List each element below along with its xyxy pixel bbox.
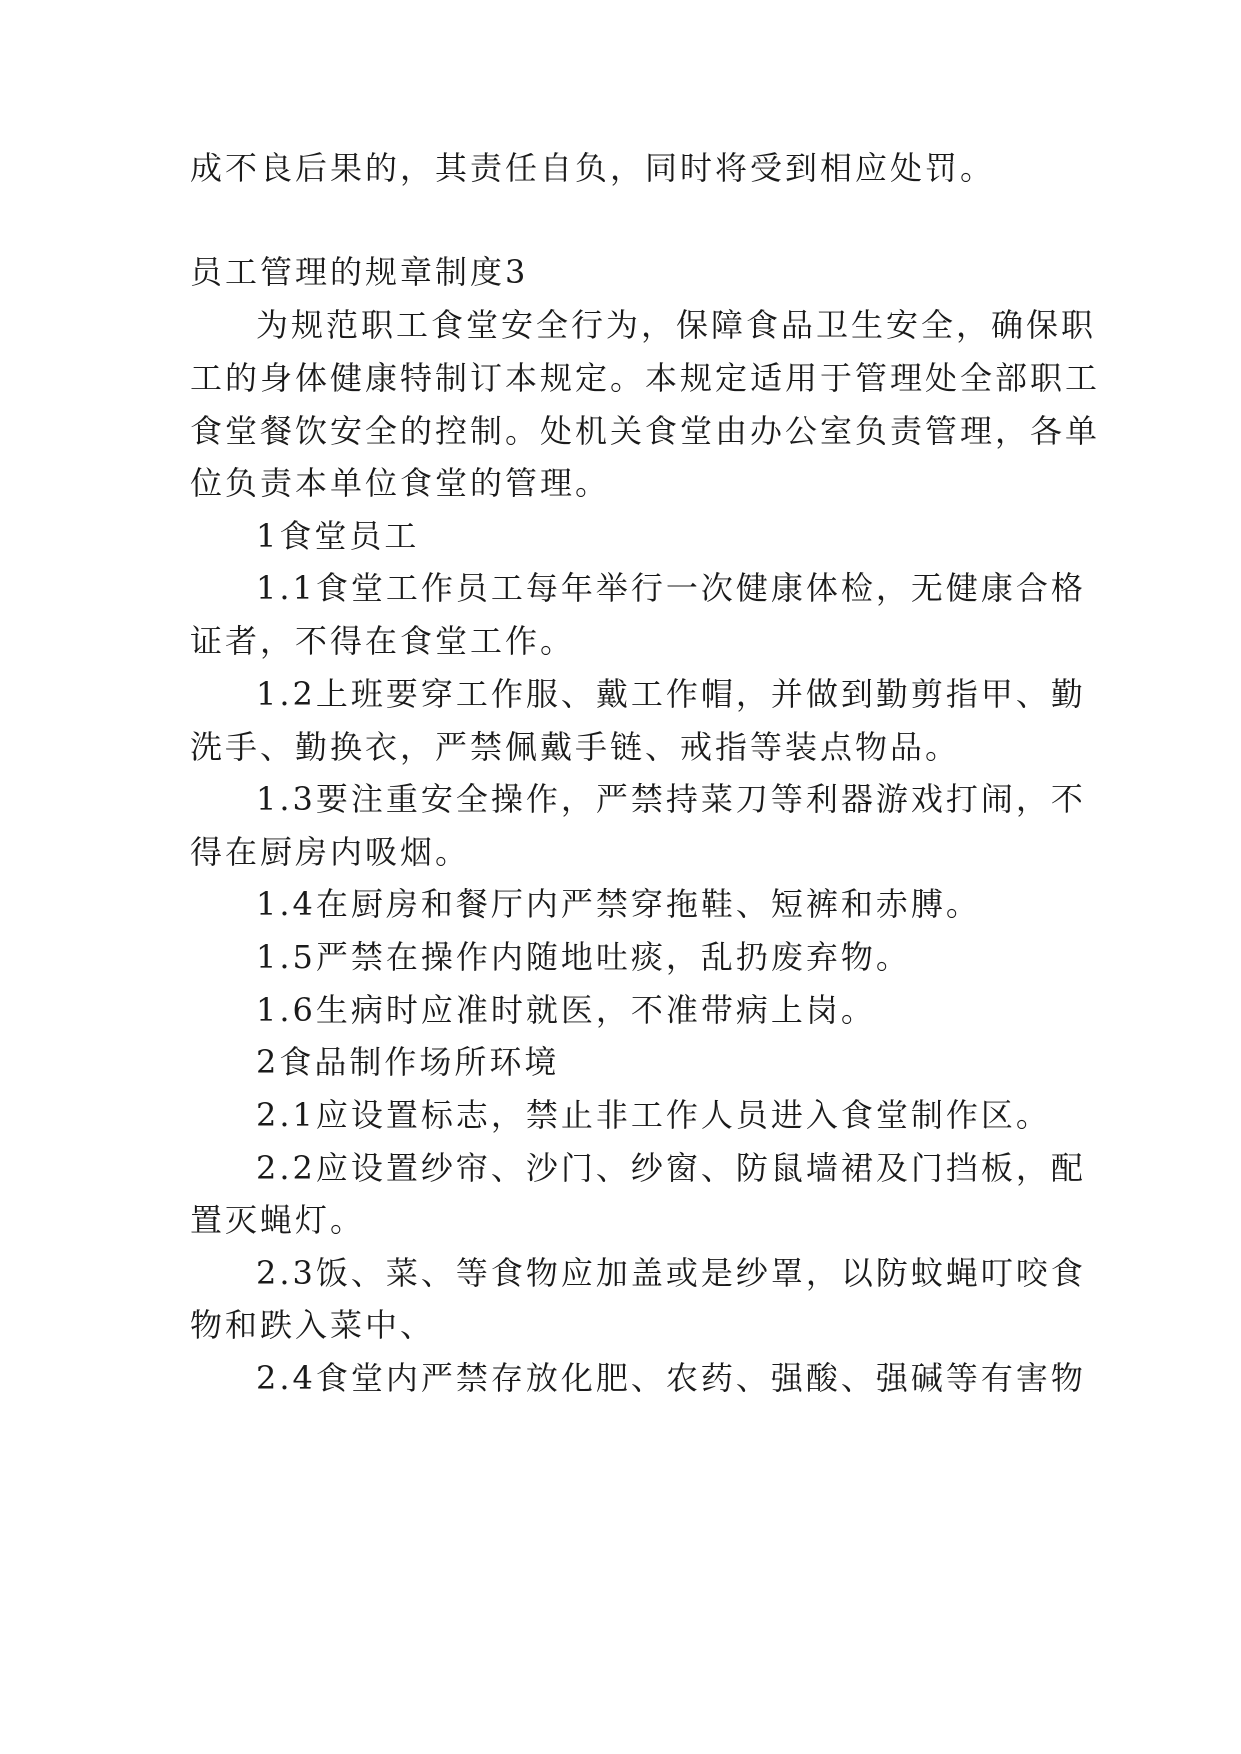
text-line: 1.1食堂工作员工每年举行一次健康体检，无健康合格 [256,569,1086,607]
text-line: 1.2上班要穿工作服、戴工作帽，并做到勤剪指甲、勤 [256,675,1086,713]
text-line: 得在厨房内吸烟。 [190,833,471,871]
text-line: 2.4食堂内严禁存放化肥、农药、强酸、强碱等有害物 [256,1359,1086,1397]
subsection-heading: 1食堂员工 [256,517,420,555]
text-line: 位负责本单位食堂的管理。 [190,464,611,502]
text-line: 2.1应设置标志，禁止非工作人员进入食堂制作区。 [256,1096,1051,1134]
text-line: 1.4在厨房和餐厅内严禁穿拖鞋、短裤和赤膊。 [256,885,981,923]
text-line: 洗手、勤换衣，严禁佩戴手链、戒指等装点物品。 [190,728,961,766]
text-line: 物和跌入菜中、 [190,1306,436,1344]
text-line: 工的身体健康特制订本规定。本规定适用于管理处全部职工 [190,359,1101,397]
text-line: 置灭蝇灯。 [190,1201,366,1239]
text-line: 成不良后果的，其责任自负，同时将受到相应处罚。 [190,149,996,187]
text-line: 2.2应设置纱帘、沙门、纱窗、防鼠墙裙及门挡板，配 [256,1149,1086,1187]
text-line: 1.5严禁在操作内随地吐痰，乱扔废弃物。 [256,938,911,976]
text-line: 1.6生病时应准时就医，不准带病上岗。 [256,991,876,1029]
text-line: 食堂餐饮安全的控制。处机关食堂由办公室负责管理，各单 [190,412,1101,450]
subsection-heading: 2食品制作场所环境 [256,1043,560,1081]
text-line: 1.3要注重安全操作，严禁持菜刀等利器游戏打闹，不 [256,780,1086,818]
text-line: 2.3饭、菜、等食物应加盖或是纱罩，以防蚊蝇叮咬食 [256,1254,1086,1292]
section-heading: 员工管理的规章制度3 [190,253,529,291]
text-line: 为规范职工食堂安全行为，保障食品卫生安全，确保职 [256,306,1097,344]
text-line: 证者，不得在食堂工作。 [190,622,576,660]
